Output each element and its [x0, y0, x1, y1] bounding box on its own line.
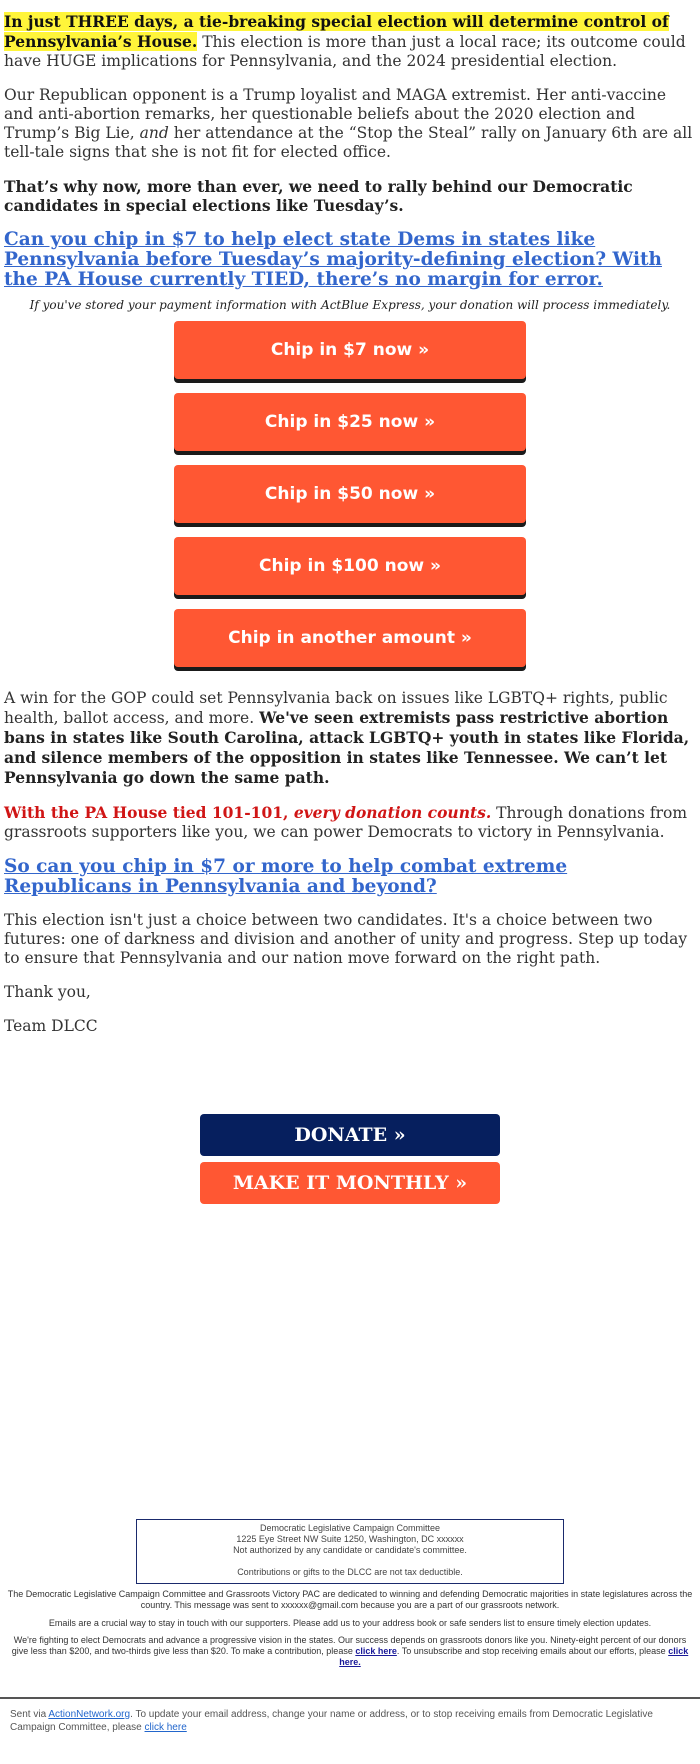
- tied-red-lead: With the PA House tied 101-101,: [4, 803, 294, 822]
- gop-text: A win for the GOP could set Pennsylvania back on issues like LGBTQ+ rights, public health, ballot access, and more.: [4, 689, 668, 727]
- intro-text: This election is more than just a local race; its outcome could have HUGE implications for Pennsylvania, and the 2024 presidential election.: [4, 33, 686, 70]
- footer-authorization: Not authorized by any candidate or candidate's committee.: [233, 1545, 467, 1555]
- footer-divider: [0, 1697, 700, 1699]
- footer-mission-text: The Democratic Legislative Campaign Committee and Grassroots Victory PAC are dedicated to winning and defending Democratic majorities in state legislatures across the country. This message was sent to xxxxxx@gmail.com because you are a part of our grassroots network.: [7, 1589, 693, 1610]
- chip-25-button[interactable]: Chip in $25 now »: [174, 393, 526, 451]
- intro-highlight: In just THREE days, a tie-breaking special election will determine control of Pennsylvania’s House.: [4, 12, 669, 51]
- sent-via-text: [10, 1708, 690, 1734]
- signature-text: Team DLCC: [4, 1017, 98, 1035]
- chip-100-button[interactable]: Chip in $100 now »: [174, 537, 526, 595]
- chip-button-group: [4, 321, 696, 667]
- footer-org-name: Democratic Legislative Campaign Committee: [259, 1523, 441, 1533]
- sent-lead: Sent via: [10, 1709, 49, 1720]
- update-email-link[interactable]: click here: [144, 1722, 187, 1733]
- tied-text: Through donations from grassroots supporters like you, we can power Democrats to victory in Pennsylvania.: [4, 804, 688, 841]
- opponent-paragraph: [4, 86, 696, 162]
- chip-other-button[interactable]: Chip in another amount »: [174, 609, 526, 667]
- unsubscribe-link[interactable]: click here.: [339, 1646, 689, 1667]
- gop-bold-text: We've seen extremists pass restrictive abortion bans in states like South Carolina, attack LGBTQ+ youth in states like Florida, and silence members of the opposition in states like Tennessee. We can’t let Pennsylvania go down the same path.: [4, 708, 690, 787]
- opponent-text-1: Our Republican opponent is a Trump loyalist and MAGA extremist. Her anti-vaccine and anti-abortion remarks, her questionable beliefs about the 2020 election and Trump’s Big Lie,: [4, 86, 667, 142]
- chip-50-button[interactable]: Chip in $50 now »: [174, 465, 526, 523]
- actionnetwork-link[interactable]: ActionNetwork.org: [48, 1709, 131, 1720]
- footer-tax-note: Contributions or gifts to the DLCC are not tax deductible.: [237, 1567, 463, 1577]
- contribute-link[interactable]: click here: [355, 1646, 397, 1656]
- chip-7-button[interactable]: Chip in $7 now »: [174, 321, 526, 379]
- footer-unsubscribe-lead: . To unsubscribe and stop receiving emails about our efforts, please: [396, 1646, 669, 1656]
- opponent-emphasis: and: [139, 124, 169, 142]
- footer-disclaimer-box: [136, 1519, 564, 1584]
- footer-emails-text: Emails are a crucial way to stay in touch with our supporters. Please add us to your address book or safe senders list to ensure timely election updates.: [48, 1618, 652, 1628]
- futures-paragraph: This election isn't just a choice between two candidates. It's a choice between two futures: one of darkness and division and another of unity and progress. Step up today to ensure that Pennsylvania and our nation move forward on the right path.: [4, 911, 688, 967]
- tied-paragraph: [4, 803, 696, 842]
- opponent-text-2: her attendance at the “Stop the Steal” rally on January 6th are all tell-tale signs that she is not fit for elected office.: [4, 124, 693, 161]
- tied-red-emphasis: every donation counts.: [293, 803, 492, 822]
- ask-link-1[interactable]: Can you chip in $7 to help elect state Dems in states like Pennsylvania before Tuesday’s majority-defining election? With the PA House currently TIED, there’s no margin for error.: [4, 229, 662, 290]
- footer-donors-lead: We're fighting to elect Democrats and advance a progressive vision in the states. Our success depends on grassroots donors like you. Ninety-eight percent of our donors give less than $200, and two-thirds give less than $20. To make a contribution, please: [11, 1635, 687, 1656]
- footer-donors-text: [6, 1635, 694, 1668]
- footer-address: 1225 Eye Street NW Suite 1250, Washington, DC xxxxxx: [236, 1534, 464, 1544]
- make-monthly-button[interactable]: MAKE IT MONTHLY »: [200, 1162, 500, 1204]
- rally-paragraph: That’s why now, more than ever, we need to rally behind our Democratic candidates in special elections like Tuesday’s.: [4, 177, 633, 215]
- thanks-text: Thank you,: [4, 983, 91, 1001]
- donate-button[interactable]: DONATE »: [200, 1114, 500, 1156]
- ask-link-2[interactable]: So can you chip in $7 or more to help combat extreme Republicans in Pennsylvania and beyond?: [4, 856, 568, 897]
- tied-red-text: [4, 803, 491, 822]
- sent-update-text: . To update your email address, change your name or address, or to stop receiving emails from Democratic Legislative Campaign Committee, please: [10, 1709, 653, 1733]
- intro-paragraph: [4, 12, 696, 71]
- email-body: [4, 12, 696, 1051]
- gop-paragraph: [4, 689, 696, 788]
- actblue-note: If you've stored your payment information with ActBlue Express, your donation will process immediately.: [29, 298, 671, 312]
